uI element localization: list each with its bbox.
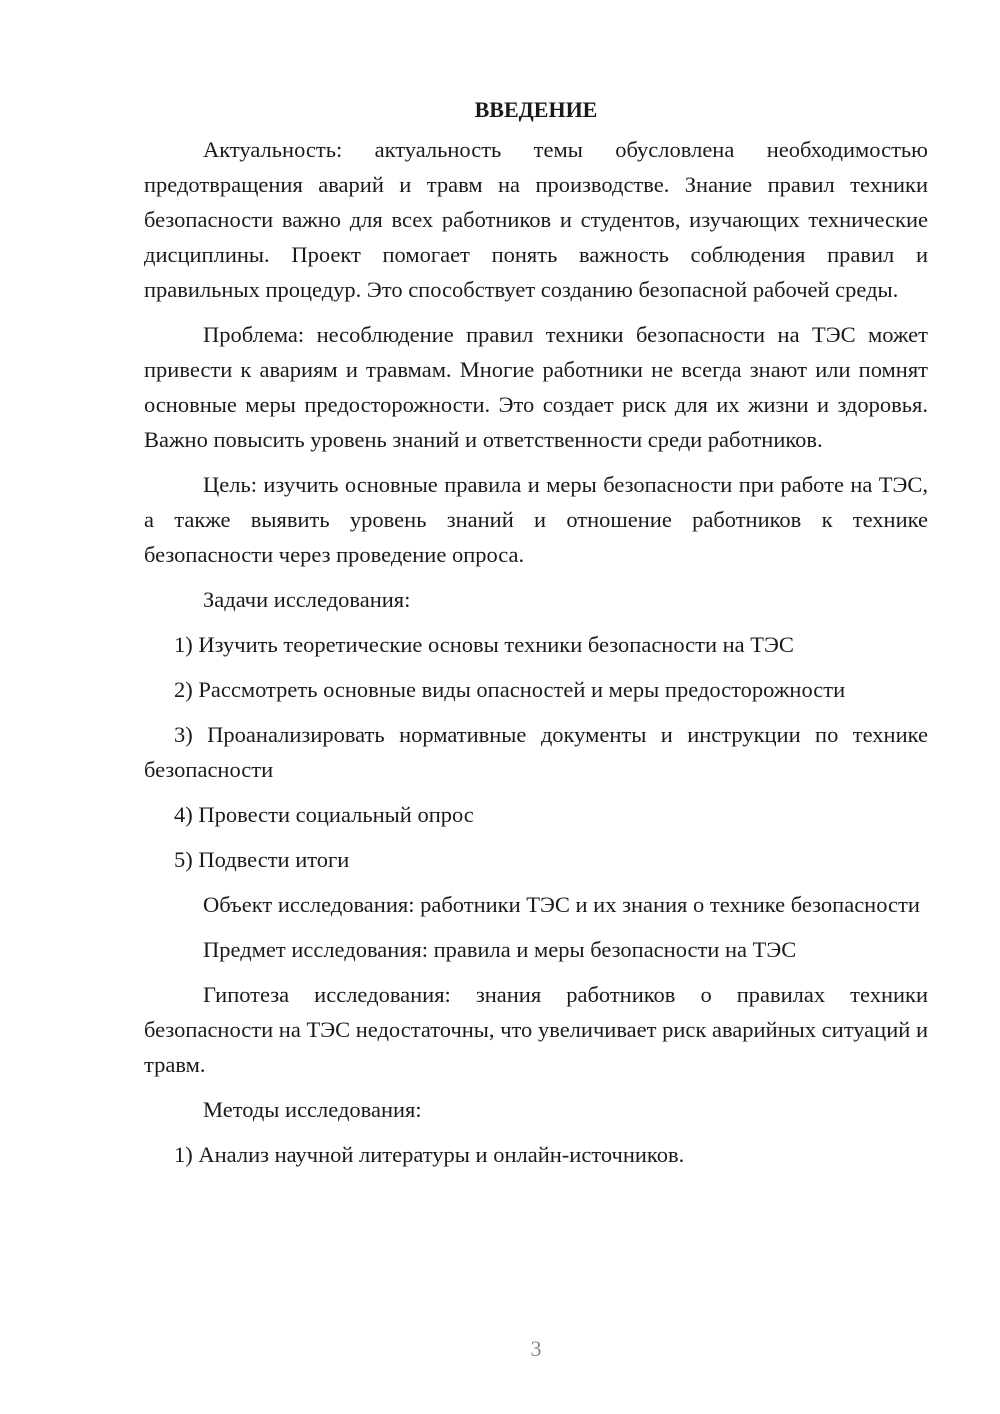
relevance-paragraph: Актуальность: актуальность темы обусловлена необходимостью предотвращения аварий и травм на производстве. Знание правил техники безопасности важно для всех работников и студентов, изучающих технические дисциплины. Проект помогает понять важность соблюдения правил и правильных процедур. Это способствует созданию безопасной рабочей среды. [144, 137, 928, 302]
subject-paragraph: Предмет исследования: правила и меры безопасности на ТЭС [203, 937, 797, 962]
page-number: 3 [530, 1336, 542, 1361]
document-page [144, 94, 928, 1182]
task-item-5: 5) Подвести итоги [174, 847, 350, 872]
object-paragraph: Объект исследования: работники ТЭС и их знания о технике безопасности [203, 892, 920, 917]
problem-paragraph: Проблема: несоблюдение правил техники безопасности на ТЭС может привести к авариям и травмам. Многие работники не всегда знают или помнят основные меры предосторожности. Это создает риск для их жизни и здоровья. Важно повысить уровень знаний и ответственности среди работников. [144, 322, 928, 452]
method-item-1: 1) Анализ научной литературы и онлайн-источников. [174, 1142, 685, 1167]
section-heading: ВВЕДЕНИЕ [474, 97, 598, 122]
task-item-1: 1) Изучить теоретические основы техники безопасности на ТЭС [174, 632, 794, 657]
methods-title: Методы исследования: [203, 1097, 422, 1122]
task-item-4: 4) Провести социальный опрос [174, 802, 474, 827]
task-item-2: 2) Рассмотреть основные виды опасностей и меры предосторожности [174, 677, 846, 702]
task-item-3: 3) Проанализировать нормативные документы и инструкции по технике безопасности [144, 722, 928, 782]
goal-paragraph: Цель: изучить основные правила и меры безопасности при работе на ТЭС, а также выявить уровень знаний и отношение работников к технике безопасности через проведение опроса. [144, 472, 928, 567]
hypothesis-paragraph: Гипотеза исследования: знания работников о правилах техники безопасности на ТЭС недостаточны, что увеличивает риск аварийных ситуаций и травм. [144, 982, 928, 1077]
tasks-title: Задачи исследования: [203, 587, 411, 612]
